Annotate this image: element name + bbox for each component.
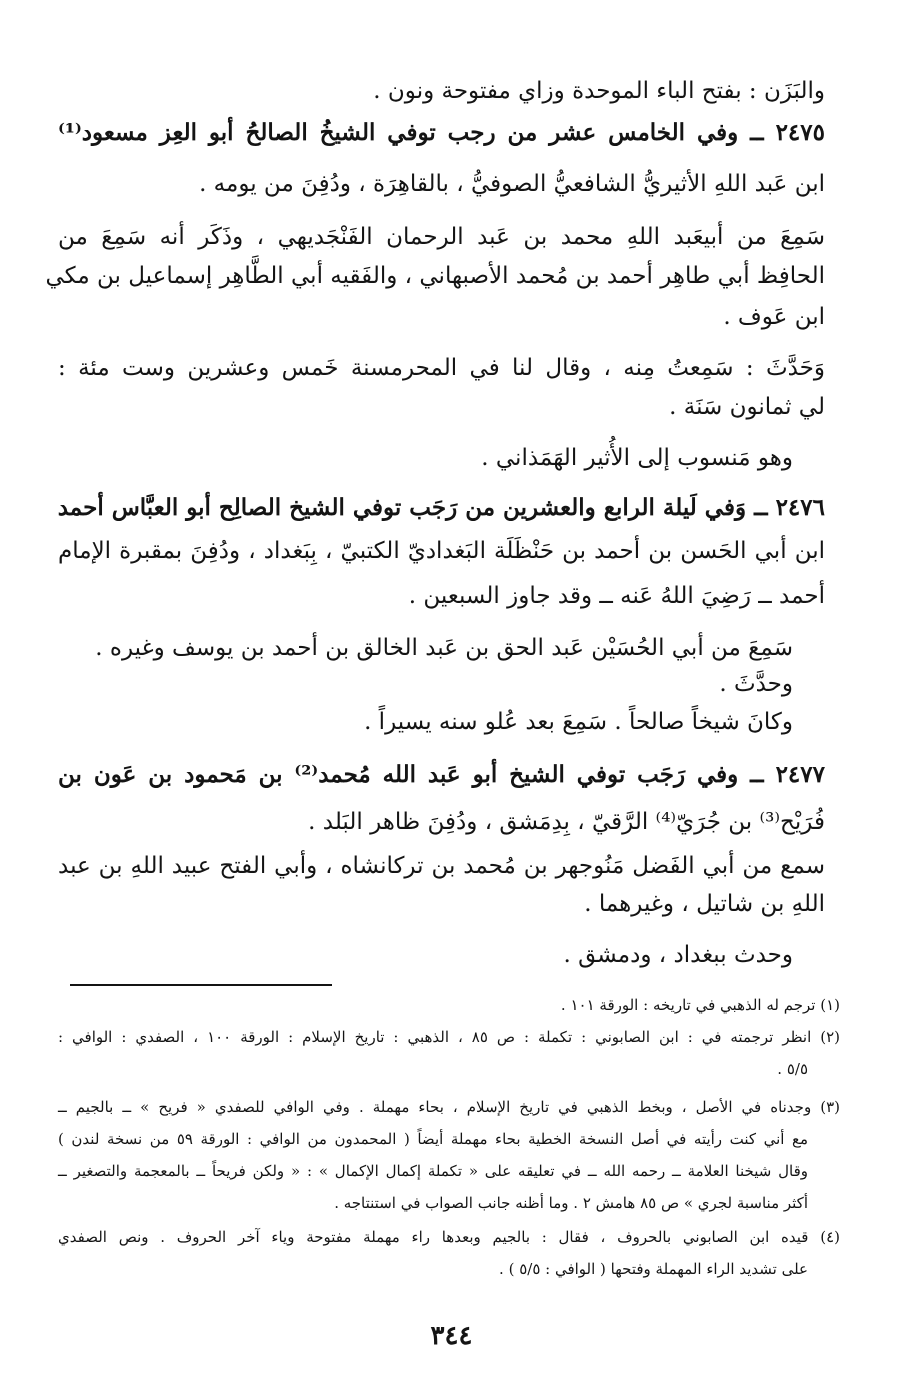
footnote: (٢) انظر ترجمته في : ابن الصابوني : تكملة : ص ٨٥ ، الذهبي : تاريخ الإسلام : الورقة ١٠٠ ، الصفدي : الوافي :: [58, 1028, 840, 1046]
footnote-continuation: ٥/٥ .: [777, 1060, 808, 1078]
footnote-continuation: على تشديد الراء المهملة وفتحها ( الوافي : ٥/٥ ) .: [499, 1260, 808, 1278]
footnote: (٣) وجدناه في الأصل ، وبخط الذهبي في تاريخ الإسلام ، بحاء مهملة . وفي الوافي للصفدي « فريح » ــ بالجيم ــ: [58, 1098, 840, 1116]
text-line: وحدَّثَ .: [719, 671, 793, 697]
text-line: وحدث ببغداد ، ودمشق .: [563, 942, 793, 968]
text-line: لي ثمانون سَنَة .: [669, 394, 825, 420]
entry-2475-heading: ٢٤٧٥ ــ وفي الخامس عشر من رجب توفي الشيخُ الصالحُ أبو العِز مسعود⁽¹⁾: [58, 119, 825, 146]
text-line: سَمِعَ من أبي الحُسَيْن عَبد الحق بن عَبد الخالق بن أحمد بن يوسف وغيره .: [95, 635, 793, 661]
text-line: وَحَدَّثَ : سَمِعتُ مِنه ، وقال لنا في المحرمسنة خَمس وعشرين وست مئة :: [58, 355, 825, 381]
footnote-continuation: وقال شيخنا العلامة ــ رحمه الله ــ في تعليقه على « تكملة إكمال الإكمال » : « ولكن فريحاً ــ بالمعجمة والتصغير ــ: [58, 1162, 808, 1180]
page-number: ٣٤٤: [430, 1321, 473, 1351]
text-line: سَمِعَ من أبيعَبد اللهِ محمد بن عَبد الرحمان الفَنْجَديهي ، وذَكَر أنه سَمِعَ من: [58, 224, 825, 250]
entry-2476-heading: ٢٤٧٦ ــ وَفي لَيلة الرابع والعشرين من رَجَب توفي الشيخ الصالِح أبو العبَّاس أحمد: [57, 494, 825, 521]
text-line: سمع من أبي الفَضل مَنُوجهر بن مُحمد بن تركانشاه ، وأبي الفتح عبيد اللهِ بن عبد: [58, 853, 825, 879]
text-line: ابن عَبد اللهِ الأثيريُّ الشافعيُّ الصوفيُّ ، بالقاهِرَة ، ودُفِنَ من يومه .: [199, 171, 825, 197]
footnote: (٤) قيده ابن الصابوني بالحروف ، فقال : بالجيم وبعدها راء مهملة مفتوحة وياء آخر الحروف . ونص الصفدي: [58, 1228, 840, 1246]
text-line: وكانَ شيخاً صالحاً . سَمِعَ بعد عُلو سنه يسيراً .: [364, 709, 793, 735]
footnote-continuation: أكثر مناسبة لجري » ص ٨٥ هامش ٢ . وما أظنه جانب الصواب في استنتاجه .: [334, 1194, 808, 1212]
footnote-continuation: مع أني كنت رأيته في أصل النسخة الخطية بحاء مهملة أيضاً ( المحمدون من الوافي : الورقة ٥٩ من نسخة لندن ): [58, 1130, 808, 1148]
entry-2477-heading: ٢٤٧٧ ــ وفي رَجَب توفي الشيخ أبو عَبد الله مُحمد⁽²⁾ بن مَحمود بن عَون بن: [58, 761, 825, 788]
text-line: فُرَيْح⁽³⁾ بن جُرَيّ⁽⁴⁾ الرَّقيّ ، بِدِمَشق ، ودُفِنَ ظاهر البَلد .: [308, 809, 825, 835]
text-line: اللهِ بن شاتيل ، وغيرهما .: [584, 891, 825, 917]
text-line: أحمد ــ رَضِيَ اللهُ عَنه ــ وقد جاوز السبعين .: [408, 583, 825, 609]
footnote-separator: [70, 984, 332, 986]
text-line: وهو مَنسوب إلى الأُثير الهَمَذاني .: [481, 445, 793, 471]
text-line: ابن أبي الحَسن بن أحمد بن حَنْظَلَة البَغداديّ الكتبيّ ، بِبَغداد ، ودُفِنَ بمقبرة الإمام: [58, 538, 825, 564]
footnote: (١) ترجم له الذهبي في تاريخه : الورقة ١٠١ .: [560, 996, 840, 1014]
text-line: ابن عَوف .: [723, 304, 825, 330]
text-line: الحافِظ أبي طاهِر أحمد بن مُحمد الأصبهاني ، والفَقيه أبي الطَّاهِر إسماعيل بن مكي: [45, 263, 825, 289]
text-line: والبَزَن : بفتح الباء الموحدة وزاي مفتوحة ونون .: [373, 78, 825, 104]
